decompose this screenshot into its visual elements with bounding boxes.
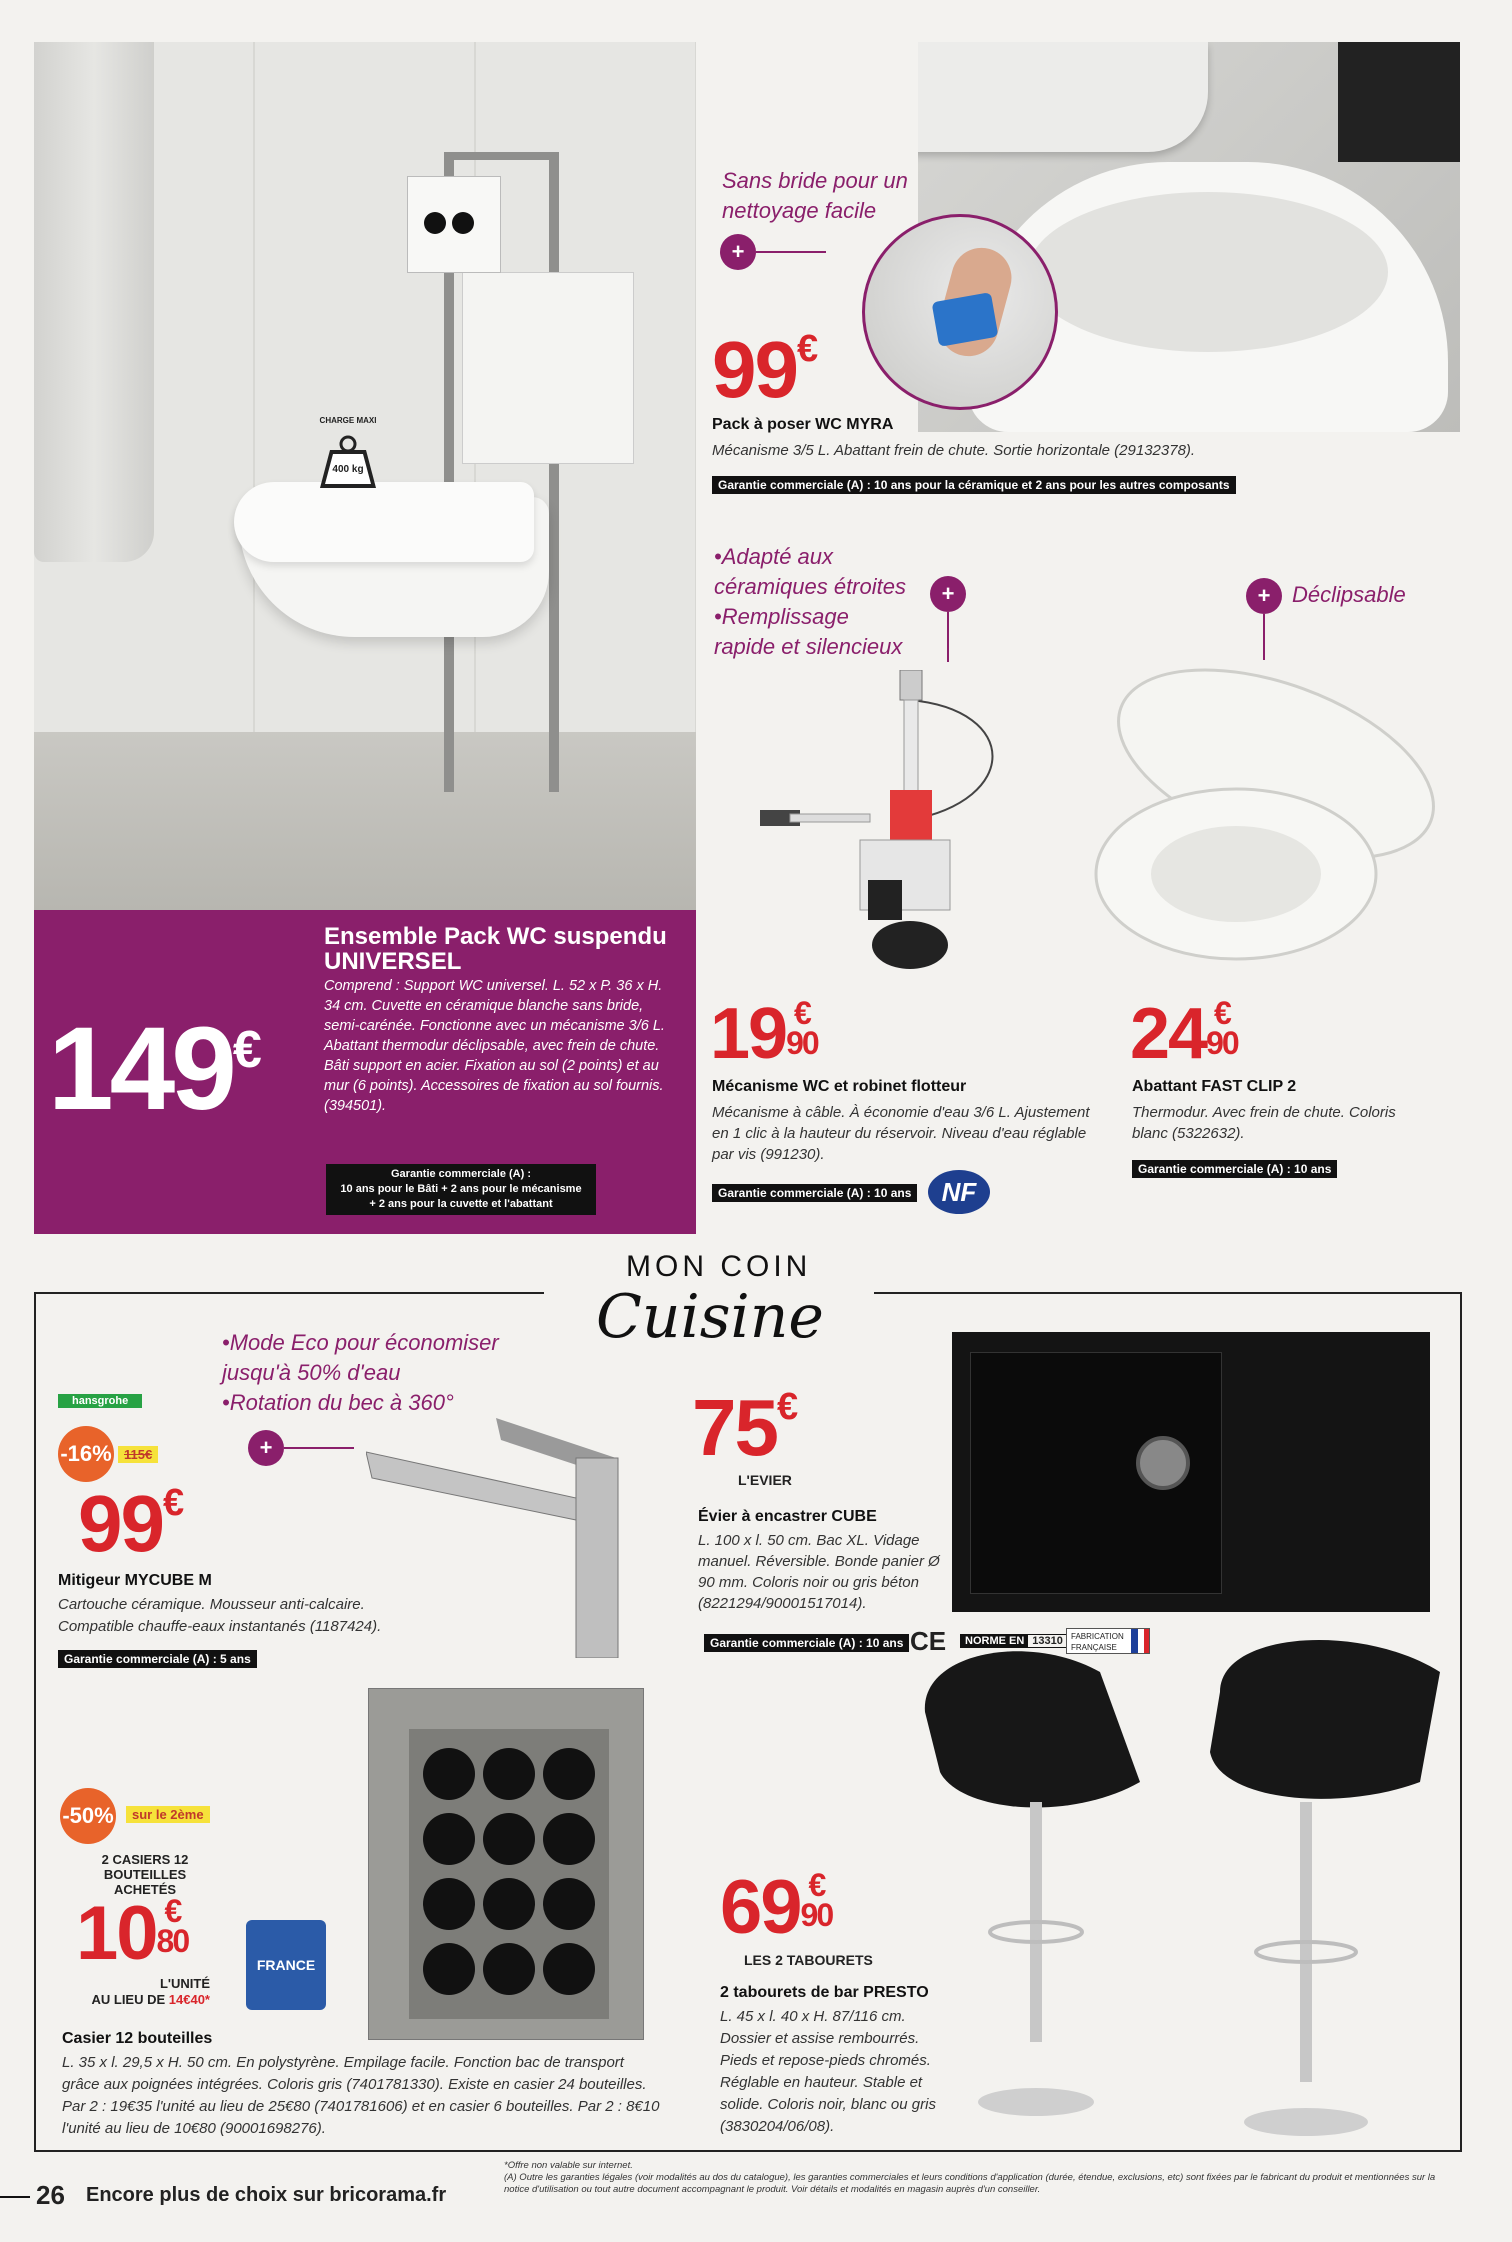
wc-pack-title-line1: Ensemble Pack WC suspendu bbox=[324, 923, 667, 950]
mixer-feature2: •Rotation du bec à 360° bbox=[222, 1390, 454, 1415]
mechanism-plus-icon: + bbox=[930, 576, 966, 612]
hansgrohe-logo: hansgrohe bbox=[58, 1394, 142, 1408]
wc-pack-warranty-line1: Garantie commerciale (A) : bbox=[391, 1168, 531, 1180]
wine-unit-line2: AU LIEU DE bbox=[91, 1992, 166, 2007]
mechanism-price-cents: 90 bbox=[786, 1025, 818, 1061]
wine-old-price: 14€40* bbox=[168, 1992, 210, 2007]
mechanism-currency: € bbox=[793, 995, 810, 1031]
seat-photo bbox=[1086, 654, 1446, 974]
wc-suspended-photo bbox=[34, 42, 696, 910]
fab-line1: FABRICATION bbox=[1071, 1632, 1124, 1641]
mixer-description-line1: Cartouche céramique. Mousseur anti-calcaire. bbox=[58, 1596, 365, 1613]
seat-plus-icon: + bbox=[1246, 578, 1282, 614]
mechanism-title: Mécanisme WC et robinet flotteur bbox=[712, 1078, 967, 1095]
mixer-discount-badge: -16% bbox=[58, 1426, 114, 1482]
kitchen-top-rule-right bbox=[874, 1292, 1460, 1294]
mechanism-description: Mécanisme à câble. À économie d'eau 3/6 L. Ajustement en 1 clic à la hauteur du réservoir. Niveau d'eau réglable par vis (991230). bbox=[712, 1104, 1090, 1163]
stools-price-cents: 90 bbox=[800, 1897, 833, 1933]
mechanism-photo bbox=[760, 670, 1030, 980]
stools-description: L. 45 x l. 40 x H. 87/116 cm. Dossier et assise rembourrés. Pieds et repose-pieds chromés. Réglable en hauteur. Stable et solide. Coloris noir, blanc ou gris (3830204/06/08). bbox=[720, 2008, 936, 2135]
wine-offer-line2: ACHETÉS bbox=[113, 1882, 177, 1897]
max-load-label: CHARGE MAXI bbox=[319, 416, 377, 425]
stools-currency: € bbox=[808, 1867, 825, 1903]
mechanism-feature1-line1: •Adapté aux bbox=[714, 544, 834, 569]
max-load-icon bbox=[312, 416, 384, 492]
wc-pack-description: Comprend : Support WC universel. L. 52 x P. 36 x H. 34 cm. Cuvette en céramique blanche sans bride, semi-carénée. Fonctionne avec un mécanisme 3/6 L. Abattant thermodur déclipsable, avec frein de chute. Bâti support en acier. Fixation au sol (2 points) et au mur (6 points). Accessoires de fixation au sol fournis. (394501). bbox=[324, 978, 665, 1114]
myra-warranty: Garantie commerciale (A) : 10 ans pour la céramique et 2 ans pour les autres composants bbox=[712, 476, 1236, 494]
mixer-feature1-line1: •Mode Eco pour économiser bbox=[222, 1330, 499, 1355]
wine-description: L. 35 x l. 29,5 x H. 50 cm. En polystyrène. Empilage facile. Fonction bac de transport grâce aux poignées intégrées. Coloris gris (7401781330). Existe en casier 24 bouteilles. Par 2 : 19€35 l'unité au lieu de 25€80 (7401781606) et en casier 6 bouteilles. Par 2 : 8€10 l'unité au lieu de 10€80 (90001698276). bbox=[62, 2054, 660, 2137]
stools-unit: LES 2 TABOURETS bbox=[744, 1952, 873, 1968]
footer-rule bbox=[0, 2196, 30, 2198]
sink-warranty: Garantie commerciale (A) : 10 ans bbox=[704, 1634, 909, 1652]
kitchen-heading-script: Cuisine bbox=[596, 1282, 824, 1352]
wine-offer-line1: 2 CASIERS 12 BOUTEILLES bbox=[101, 1852, 189, 1882]
mechanism-feature2-line2: rapide et silencieux bbox=[714, 634, 903, 659]
wc-pack-price-panel bbox=[34, 910, 696, 1234]
mechanism-price-int: 19 bbox=[710, 994, 787, 1074]
mixer-pointer-line bbox=[284, 1447, 354, 1449]
myra-description: Mécanisme 3/5 L. Abattant frein de chute. Sortie horizontale (29132378). bbox=[712, 442, 1196, 459]
mechanism-feature2-line1: •Remplissage bbox=[714, 604, 849, 629]
seat-price-cents: 90 bbox=[1206, 1025, 1238, 1061]
myra-plus-icon: + bbox=[720, 234, 756, 270]
mixer-feature1-line2: jusqu'à 50% d'eau bbox=[222, 1360, 401, 1385]
kitchen-heading-top: MON COIN bbox=[626, 1250, 812, 1283]
ce-mark: CE bbox=[910, 1626, 947, 1656]
footer-tagline[interactable]: Encore plus de choix sur bricorama.fr bbox=[86, 2184, 447, 2206]
seat-description: Thermodur. Avec frein de chute. Coloris blanc (5322632). bbox=[1132, 1104, 1396, 1142]
wine-rack-photo bbox=[368, 1688, 644, 2040]
nf-logo: NF bbox=[928, 1170, 990, 1214]
seat-warranty: Garantie commerciale (A) : 10 ans bbox=[1132, 1160, 1337, 1178]
myra-zoom-circle bbox=[862, 214, 1058, 410]
norm-en-label: NORME EN bbox=[961, 1634, 1028, 1648]
sink-price: 75 bbox=[692, 1383, 777, 1472]
footer-note1: *Offre non valable sur internet. bbox=[504, 2160, 633, 2171]
wc-pack-warranty-line2: 10 ans pour le Bâti + 2 ans pour le mécanisme bbox=[340, 1183, 582, 1195]
myra-pointer-line bbox=[756, 251, 826, 253]
mechanism-pointer-line bbox=[947, 612, 949, 662]
seat-title: Abattant FAST CLIP 2 bbox=[1132, 1078, 1297, 1095]
wine-discount-badge: -50% bbox=[60, 1788, 116, 1844]
mixer-description-line2: Compatible chauffe-eaux instantanés (1187424). bbox=[58, 1618, 382, 1635]
sink-unit: L'EVIER bbox=[738, 1472, 792, 1488]
stools-price-int: 69 bbox=[720, 1865, 801, 1950]
myra-title: Pack à poser WC MYRA bbox=[712, 416, 894, 433]
mixer-warranty: Garantie commerciale (A) : 5 ans bbox=[58, 1650, 257, 1668]
sink-title: Évier à encastrer CUBE bbox=[698, 1508, 877, 1525]
myra-feature bbox=[722, 166, 908, 226]
norm-en-number: 13310 bbox=[1032, 1635, 1063, 1647]
wine-unit-line1: L'UNITÉ bbox=[159, 1976, 210, 1991]
mixer-old-price: 115€ bbox=[118, 1446, 158, 1463]
wc-pack-currency: € bbox=[232, 1021, 258, 1079]
stools-photo bbox=[920, 1632, 1450, 2142]
page-number: 26 bbox=[36, 2180, 65, 2210]
seat-feature: Déclipsable bbox=[1292, 582, 1406, 607]
max-load-value: 400 kg bbox=[332, 464, 364, 475]
sink-drain-icon bbox=[1136, 1436, 1190, 1490]
wine-title: Casier 12 bouteilles bbox=[62, 2030, 213, 2047]
seat-currency: € bbox=[1213, 995, 1230, 1031]
wine-discount-note: sur le 2ème bbox=[126, 1806, 210, 1823]
footer-note2: (A) Outre les garanties légales (voir modalités au dos du catalogue), les garanties commerciales et leurs conditions d'application (durée, étendue, exclusions, etc) sont fixées par le fabricant du produit et mentionnées sur la notice d'utilisation ou tout autre document accompagnant le produit. Voir détails et modalités en magasin auprès d'un conseiller. bbox=[504, 2172, 1436, 2195]
mixer-price: 99 bbox=[78, 1479, 163, 1568]
mixer-plus-icon: + bbox=[248, 1430, 284, 1466]
wine-currency: € bbox=[164, 1893, 181, 1929]
mixer-photo bbox=[366, 1398, 646, 1658]
stools-title: 2 tabourets de bar PRESTO bbox=[720, 1984, 929, 2001]
sink-description: L. 100 x l. 50 cm. Bac XL. Vidage manuel. Réversible. Bonde panier Ø 90 mm. Coloris noir ou gris béton (8221294/90001517014). bbox=[698, 1532, 940, 1612]
seat-price-int: 24 bbox=[1130, 994, 1207, 1074]
sink-currency: € bbox=[776, 1386, 797, 1428]
myra-feature-line1: Sans bride pour un bbox=[722, 168, 908, 193]
france-badge: FRANCE bbox=[246, 1920, 326, 2010]
wc-pack-price: 149 bbox=[48, 1003, 233, 1135]
sink-photo bbox=[952, 1332, 1430, 1612]
mechanism-features bbox=[714, 542, 906, 662]
wine-price-cents: 80 bbox=[156, 1923, 189, 1959]
kitchen-top-rule-left bbox=[34, 1292, 544, 1294]
mechanism-feature1-line2: céramiques étroites bbox=[714, 574, 906, 599]
wc-pack-title-line2: UNIVERSEL bbox=[324, 948, 462, 975]
myra-feature-line2: nettoyage facile bbox=[722, 198, 877, 223]
myra-price: 99 bbox=[712, 325, 797, 414]
mechanism-warranty: Garantie commerciale (A) : 10 ans bbox=[712, 1184, 917, 1202]
wine-price-int: 10 bbox=[76, 1891, 157, 1976]
wc-pack-warranty-line3: + 2 ans pour la cuvette et l'abattant bbox=[369, 1198, 553, 1210]
fab-line2: FRANÇAISE bbox=[1071, 1643, 1117, 1652]
mixer-title: Mitigeur MYCUBE M bbox=[58, 1572, 212, 1589]
mixer-currency: € bbox=[162, 1482, 183, 1524]
myra-currency: € bbox=[796, 328, 817, 370]
